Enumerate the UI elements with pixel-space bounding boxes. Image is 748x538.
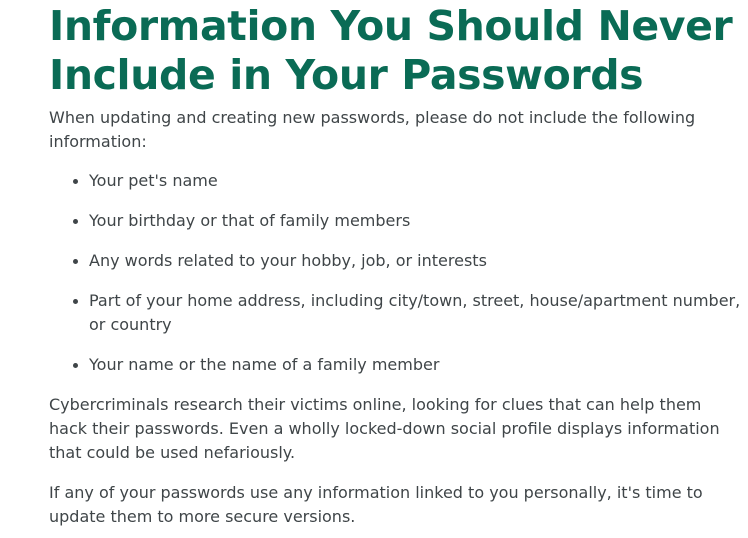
- intro-paragraph: When updating and creating new passwords, please do not include the following information:: [49, 108, 696, 151]
- list-item-text: Your name or the name of a family member: [89, 355, 440, 374]
- bullet-icon: [73, 363, 78, 368]
- article-heading: Information You Should Never Include in Your Passwords: [49, 2, 733, 99]
- list-item: [73, 209, 744, 233]
- list-item: [73, 353, 744, 377]
- list-item-text: Your pet's name: [89, 171, 218, 190]
- list-item: [73, 249, 744, 273]
- list-item-text: Any words related to your hobby, job, or interests: [89, 251, 487, 270]
- bullet-icon: [73, 259, 78, 264]
- bullet-icon: [73, 219, 78, 224]
- bullet-icon: [73, 299, 78, 304]
- list-item: [73, 169, 744, 193]
- body-paragraph-cybercriminals: Cybercriminals research their victims online, looking for clues that can help them hack their passwords. Even a wholly locked-down social profile displays information that could be used nefariously.: [49, 395, 720, 462]
- list-item-text: Your birthday or that of family members: [89, 211, 411, 230]
- list-item-text: Part of your home address, including city/town, street, house/apartment number, or country: [89, 291, 741, 334]
- list-item: [73, 289, 744, 337]
- body-paragraph-update: If any of your passwords use any information linked to you personally, it's time to update them to more secure versions.: [49, 483, 703, 526]
- bullet-icon: [73, 179, 78, 184]
- password-avoid-list: [49, 169, 744, 377]
